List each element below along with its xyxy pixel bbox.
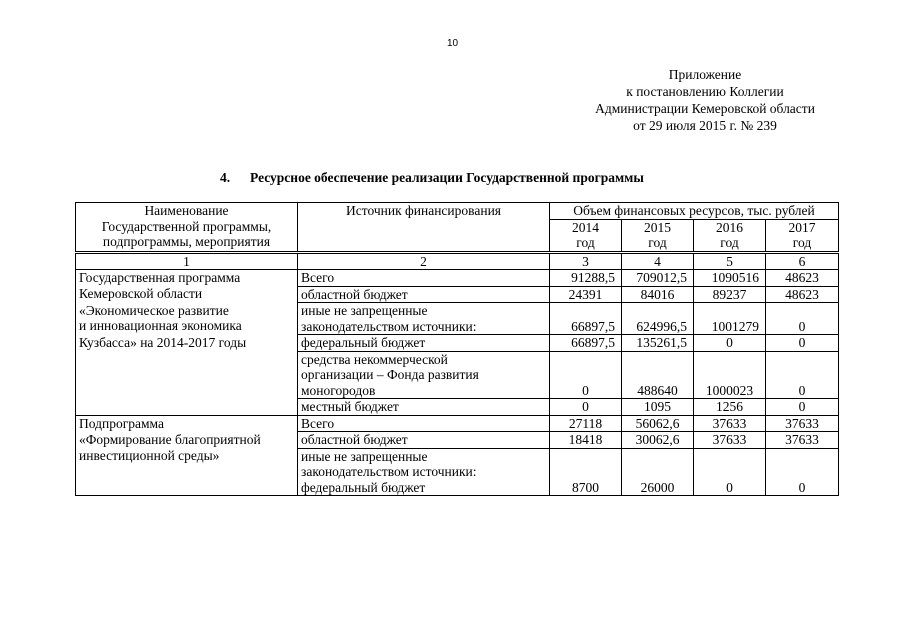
year-unit: год [576, 235, 595, 250]
source-cell [298, 448, 550, 496]
source-line: иные не запрещенные [301, 448, 428, 464]
source-cell [298, 351, 550, 399]
annex-line: от 29 июля 2015 г. № 239 [633, 118, 777, 133]
value-cell: 89237 [694, 286, 766, 303]
section-number: 4. [220, 170, 231, 185]
annex-line: Приложение [668, 67, 742, 82]
header-name-line: Наименование [144, 203, 229, 218]
value-cell: 1256 [694, 399, 766, 416]
header-year-cell [550, 219, 622, 252]
value-cell: 1000023 [694, 351, 766, 399]
subprogram-name-cell: инвестиционной среды» [76, 448, 298, 496]
header-year-cell [694, 219, 766, 252]
index-cell: 2 [298, 252, 550, 270]
resource-table [75, 202, 839, 496]
source-line: моногородов [301, 382, 376, 398]
value-cell: 1001279 [694, 303, 766, 335]
value-cell: 488640 [622, 351, 694, 399]
source-cell [298, 303, 550, 335]
section-title [220, 170, 644, 186]
program-name-line: и инновационная экономика [79, 318, 242, 333]
header-name-cell [76, 203, 298, 253]
source-cell: Всего [298, 270, 550, 287]
source-cell: областной бюджет [298, 432, 550, 449]
program-name-cell [76, 303, 298, 335]
source-line: законодательством источники: [301, 318, 477, 334]
index-cell: 6 [766, 252, 839, 270]
value-cell: 0 [766, 303, 839, 335]
value-cell: 84016 [622, 286, 694, 303]
year-label: 2016 [716, 219, 743, 235]
source-cell: Всего [298, 415, 550, 432]
year-label: 2015 [644, 219, 671, 235]
program-name-line: «Экономическое развитие [79, 302, 229, 318]
value-cell: 1095 [622, 399, 694, 416]
program-name-cell [76, 399, 298, 416]
source-line: средства некоммерческой [301, 351, 448, 367]
program-name-cell: Кемеровской области [76, 286, 298, 303]
section-title-text: Ресурсное обеспечение реализации Государственной программы [250, 170, 644, 185]
source-line: законодательством источники: [301, 464, 477, 479]
value-cell: 37633 [766, 415, 839, 432]
value-cell: 0 [550, 351, 622, 399]
value-cell: 0 [766, 335, 839, 352]
value-cell: 135261,5 [622, 335, 694, 352]
value-cell: 37633 [694, 415, 766, 432]
value-cell: 0 [694, 448, 766, 496]
annex-line: Администрации Кемеровской области [595, 101, 815, 116]
source-line: федеральный бюджет [301, 479, 426, 495]
year-unit: год [720, 235, 739, 250]
header-name-line: Государственной программы, [101, 218, 272, 234]
value-cell: 30062,6 [622, 432, 694, 449]
program-name-cell: Кузбасса» на 2014-2017 годы [76, 335, 298, 352]
value-cell: 56062,6 [622, 415, 694, 432]
annex-line: к постановлению Коллегии [626, 84, 784, 99]
source-line: иные не запрещенные [301, 303, 428, 318]
value-cell: 709012,5 [622, 270, 694, 287]
table-row [76, 303, 839, 335]
value-cell: 91288,5 [550, 270, 622, 287]
table-row [76, 415, 839, 432]
index-cell: 3 [550, 252, 622, 270]
value-cell: 0 [766, 351, 839, 399]
value-cell: 26000 [622, 448, 694, 496]
source-cell: федеральный бюджет [298, 335, 550, 352]
table-row [76, 399, 839, 416]
header-source-cell: Источник финансирования [298, 203, 550, 253]
header-name-line: подпрограммы, мероприятия [102, 234, 271, 249]
index-cell: 1 [76, 252, 298, 270]
program-name-cell [76, 351, 298, 399]
table-row [76, 432, 839, 449]
value-cell: 8700 [550, 448, 622, 496]
value-cell: 0 [766, 448, 839, 496]
header-year-cell [766, 219, 839, 252]
table-row [76, 335, 839, 352]
value-cell: 24391 [550, 286, 622, 303]
index-cell: 4 [622, 252, 694, 270]
value-cell: 18418 [550, 432, 622, 449]
subprogram-name-cell: «Формирование благоприятной [76, 432, 298, 449]
page-number: 10 [446, 38, 459, 49]
source-cell: областной бюджет [298, 286, 550, 303]
table-row [76, 286, 839, 303]
index-cell: 5 [694, 252, 766, 270]
value-cell: 66897,5 [550, 303, 622, 335]
value-cell: 0 [550, 399, 622, 416]
value-cell: 0 [694, 335, 766, 352]
year-unit: год [648, 235, 667, 250]
header-row [76, 203, 839, 220]
year-label: 2014 [572, 219, 599, 235]
table-row [76, 448, 839, 496]
value-cell: 37633 [694, 432, 766, 449]
annex-block [560, 66, 850, 134]
header-volume-cell: Объем финансовых ресурсов, тыс. рублей [550, 203, 839, 220]
value-cell: 48623 [766, 270, 839, 287]
value-cell: 1090516 [694, 270, 766, 287]
table-row [76, 270, 839, 287]
value-cell: 48623 [766, 286, 839, 303]
value-cell: 0 [766, 399, 839, 416]
year-unit: год [792, 235, 812, 250]
year-label: 2017 [788, 219, 816, 235]
value-cell: 27118 [550, 415, 622, 432]
value-cell: 37633 [766, 432, 839, 449]
source-cell: местный бюджет [298, 399, 550, 416]
value-cell: 624996,5 [622, 303, 694, 335]
source-line: организации – Фонда развития [301, 367, 479, 382]
program-name-cell: Государственная программа [76, 270, 298, 287]
subprogram-name-cell: Подпрограмма [76, 415, 298, 432]
value-cell: 66897,5 [550, 335, 622, 352]
header-year-cell [622, 219, 694, 252]
index-row [76, 252, 839, 270]
table-row [76, 351, 839, 399]
